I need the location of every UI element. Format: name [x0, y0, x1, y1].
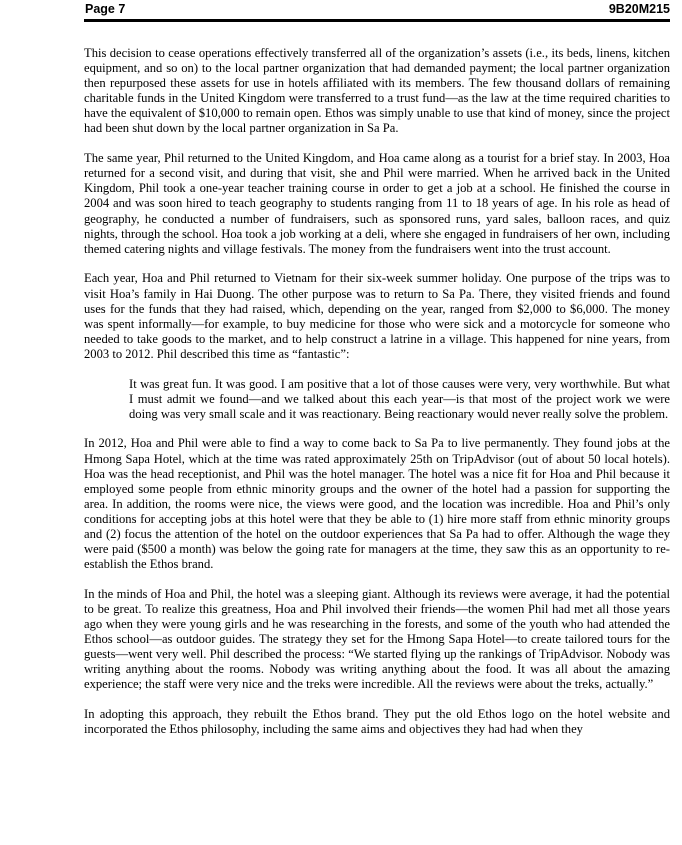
document-body: [84, 46, 670, 752]
paragraph: In adopting this approach, they rebuilt the Ethos brand. They put the old Ethos logo on the hotel website and incorporated the Ethos philosophy, including the same aims and objectives they had had when they: [84, 707, 670, 737]
paragraph: In the minds of Hoa and Phil, the hotel was a sleeping giant. Although its reviews were average, it had the potential to be great. To realize this greatness, Hoa and Phil involved their friends—the women Phil had met all those years ago when they were young girls and he was researching in the forests, and some of the youth who had attended the Ethos school—as outdoor guides. The strategy they set for the Hmong Sapa Hotel—to create tailored tours for the guests—went very well. Phil described the process: “We started flying up the rankings of TripAdvisor. Nobody was writing anything about the rooms. Nobody was writing anything about the food. It was all about the amazing experience; the staff were very nice and the treks were incredible. All the reviews were about the treks, actually.”: [84, 586, 670, 692]
paragraph: In 2012, Hoa and Phil were able to find a way to come back to Sa Pa to live permanently. They found jobs at the Hmong Sapa Hotel, which at the time was rated approximately 25th on TripAdvisor (out of about 50 local hotels). Hoa was the head receptionist, and Phil was the hotel manager. The hotel was a nice fit for Hoa and Phil because it employed some people from ethnic minority groups and the owner of the hotel had a passion for supporting the area. In addition, the rooms were nice, the views were good, and the location was incredible. Hoa and Phil’s only conditions for accepting jobs at this hotel were that they be able to (1) hire more staff from ethnic minority groups and (2) focus the attention of the hotel on the outdoor experiences that Sa Pa had to offer. Although the wage they were paid ($500 a month) was below the going rate for managers at the time, they saw this as an opportunity to re-establish the Ethos brand.: [84, 436, 670, 572]
paragraph: The same year, Phil returned to the United Kingdom, and Hoa came along as a tourist for a brief stay. In 2003, Hoa returned for a second visit, and during that visit, she and Phil were married. When he arrived back in the United Kingdom, Phil took a one-year teacher training course in order to get a job at a school. He finished the course in 2004 and was soon hired to teach geography to students ranging from 11 to 18 years of age. In his role as head of geography, he conducted a number of fundraisers, such as sponsored runs, yard sales, balloon races, and quiz nights, through the school. Hoa took a job working at a deli, where she engaged in fundraisers of her own, including themed catering nights and village festivals. The money from the fundraisers went into the trust account.: [84, 151, 670, 256]
paragraph: Each year, Hoa and Phil returned to Vietnam for their six-week summer holiday. One purpose of the trips was to visit Hoa’s family in Hai Duong. The other purpose was to return to Sa Pa. There, they visited friends and found uses for the funds that they had raised, which, depending on the year, ranged from $2,000 to $6,000. The money was spent informally—for example, to buy medicine for those who were sick and a motorcycle for someone who needed to take goods to the market, and to help construct a latrine in a village. This happened for nine years, from 2003 to 2012. Phil described this time as “fantastic”:: [84, 271, 670, 361]
block-quote: It was great fun. It was good. I am positive that a lot of those causes were very, very worthwhile. But what I must admit we found—and we talked about this each year—is that most of the project work we were doing was very small scale and it was reactionary. Being reactionary would never really solve the problem.: [129, 376, 670, 421]
page-header: [84, 0, 670, 22]
paragraph: This decision to cease operations effectively transferred all of the organization’s assets (i.e., its beds, linens, kitchen equipment, and so on) to the local partner organization that had demanded payment; the local partner organization then repurposed these assets for use in hotels affiliated with its members. The few thousand dollars of remaining charitable funds in the United Kingdom were transferred to a trust fund—as the law at the time required charities to have the equivalent of $10,000 to remain open. Ethos was simply unable to use that kind of money, since the project had been shut down by the local partner organization in Sa Pa.: [84, 46, 670, 136]
page-number: Page 7: [85, 2, 126, 16]
case-code: 9B20M215: [608, 2, 670, 16]
